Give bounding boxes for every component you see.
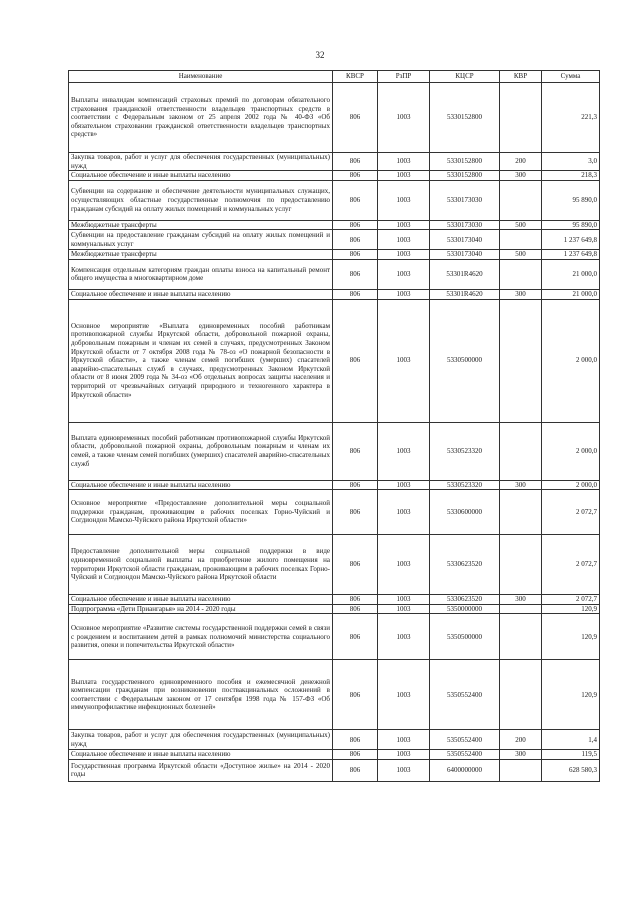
- row-kcsr: 5330173030: [430, 180, 500, 220]
- row-sum: 2 000,0: [542, 422, 600, 480]
- row-kvsr: 806: [333, 299, 378, 422]
- row-kvsr: 806: [333, 171, 378, 181]
- row-name: Социальное обеспечение и иные выплаты населению: [69, 289, 333, 299]
- row-kcsr: 6400000000: [430, 759, 500, 781]
- row-kvr: [500, 180, 542, 220]
- row-kvr: [500, 660, 542, 730]
- row-name: Субвенции на содержание и обеспечение деятельности муниципальных служащих, осуществляющих областные государственные полномочия по предоставлению гражданам субсидий на оплату жилых помещений и коммунальных услуг: [69, 180, 333, 220]
- row-name: Социальное обеспечение и иные выплаты населению: [69, 480, 333, 490]
- header-name: Наименование: [69, 71, 333, 83]
- row-name: Социальное обеспечение и иные выплаты населению: [69, 750, 333, 760]
- row-kvr: 200: [500, 153, 542, 171]
- row-rzpr: 1003: [378, 230, 430, 250]
- row-kvsr: 806: [333, 614, 378, 660]
- row-name: Закупка товаров, работ и услуг для обеспечения государственных (муниципальных) нужд: [69, 153, 333, 171]
- row-rzpr: 1003: [378, 83, 430, 153]
- row-sum: 2 072,7: [542, 535, 600, 595]
- row-kvsr: 806: [333, 535, 378, 595]
- row-kvsr: 806: [333, 180, 378, 220]
- row-rzpr: 1003: [378, 299, 430, 422]
- row-kcsr: 5330523320: [430, 422, 500, 480]
- table-row: [69, 604, 600, 614]
- row-kvr: [500, 759, 542, 781]
- row-rzpr: 1003: [378, 535, 430, 595]
- row-kcsr: 5350552400: [430, 730, 500, 750]
- row-kvsr: 806: [333, 750, 378, 760]
- row-sum: 21 000,0: [542, 289, 600, 299]
- row-kcsr: 5330500000: [430, 299, 500, 422]
- table-row: [69, 289, 600, 299]
- row-rzpr: 1003: [378, 259, 430, 289]
- row-kvr: 200: [500, 730, 542, 750]
- row-kvr: [500, 299, 542, 422]
- row-sum: 218,3: [542, 171, 600, 181]
- row-rzpr: 1003: [378, 171, 430, 181]
- table-row: [69, 259, 600, 289]
- row-name: Межбюджетные трансферты: [69, 250, 333, 260]
- row-sum: 1,4: [542, 730, 600, 750]
- table-row: [69, 250, 600, 260]
- row-name: Государственная программа Иркутской области «Доступное жилье» на 2014 - 2020 годы: [69, 759, 333, 781]
- row-sum: 120,9: [542, 660, 600, 730]
- header-sum: Сумма: [542, 71, 600, 83]
- row-kvsr: 806: [333, 604, 378, 614]
- row-kvr: [500, 535, 542, 595]
- row-kcsr: 5350500000: [430, 614, 500, 660]
- row-name: Компенсация отдельным категориям граждан оплаты взноса на капитальный ремонт общего имущества в многоквартирном доме: [69, 259, 333, 289]
- row-sum: 21 000,0: [542, 259, 600, 289]
- row-sum: 1 237 649,8: [542, 230, 600, 250]
- row-sum: 221,3: [542, 83, 600, 153]
- row-kcsr: 5330152800: [430, 153, 500, 171]
- table-row: [69, 299, 600, 422]
- table-row: [69, 480, 600, 490]
- table-row: [69, 759, 600, 781]
- row-kcsr: 5330173040: [430, 250, 500, 260]
- row-name: Основное мероприятие «Развитие системы государственной поддержки семей в связи с рождением и воспитанием детей в рамках полномочий министерства социального развития, опеки и попечительства Иркутской области»: [69, 614, 333, 660]
- row-name: Основное мероприятие «Предоставление дополнительной меры социальной поддержки гражданам, проживающим в рабочих поселках Горно-Чуйский и Согдиондон Мамско-Чуйского района Иркутской области»: [69, 490, 333, 535]
- row-rzpr: 1003: [378, 750, 430, 760]
- row-kvr: 300: [500, 595, 542, 605]
- row-kvsr: 806: [333, 230, 378, 250]
- row-name: Выплата государственного единовременного пособия и ежемесячной денежной компенсации гражданам при возникновении поствакцинальных осложнений в соответствии с Федеральным законом от 17 сентября 1998 года № 157-ФЗ «Об иммунопрофилактике инфекционных болезней»: [69, 660, 333, 730]
- row-kvr: 500: [500, 220, 542, 230]
- row-sum: 120,9: [542, 604, 600, 614]
- row-kvr: 300: [500, 480, 542, 490]
- row-kvr: [500, 83, 542, 153]
- row-kvr: [500, 259, 542, 289]
- row-name: Выплата единовременных пособий работникам противопожарной службы Иркутской области, добровольной пожарной охраны, добровольным пожарным и членам их семей, а также членам семей погибших (умерших) спасателей аварийно-спасательных служб: [69, 422, 333, 480]
- row-kvr: [500, 422, 542, 480]
- row-name: Предоставление дополнительной меры социальной поддержки в виде единовременной социальной выплаты на приобретение жилого помещения на территории Иркутской области гражданам, проживающим в рабочих поселках Горно-Чуйский и Согдиондон Мамско-Чуйского района Иркутской области: [69, 535, 333, 595]
- table-row: [69, 180, 600, 220]
- row-rzpr: 1003: [378, 220, 430, 230]
- row-kvsr: 806: [333, 490, 378, 535]
- table-row: [69, 153, 600, 171]
- page-number: 32: [315, 50, 325, 60]
- row-rzpr: 1003: [378, 422, 430, 480]
- row-sum: 119,5: [542, 750, 600, 760]
- row-kvsr: 806: [333, 220, 378, 230]
- row-kvr: 500: [500, 250, 542, 260]
- row-rzpr: 1003: [378, 604, 430, 614]
- row-kvsr: 806: [333, 730, 378, 750]
- row-name: Закупка товаров, работ и услуг для обеспечения государственных (муниципальных) нужд: [69, 730, 333, 750]
- header-rzpr: РзПР: [378, 71, 430, 83]
- row-kvsr: 806: [333, 259, 378, 289]
- row-kvr: [500, 490, 542, 535]
- row-kcsr: 5330523320: [430, 480, 500, 490]
- row-rzpr: 1003: [378, 759, 430, 781]
- table-row: [69, 614, 600, 660]
- row-sum: 1 237 649,8: [542, 250, 600, 260]
- row-kvsr: 806: [333, 289, 378, 299]
- row-kvr: 300: [500, 289, 542, 299]
- row-kcsr: 5330152800: [430, 171, 500, 181]
- row-sum: 2 000,0: [542, 480, 600, 490]
- table-row: [69, 535, 600, 595]
- table-row: [69, 230, 600, 250]
- row-kvsr: 806: [333, 83, 378, 153]
- row-kvr: 300: [500, 750, 542, 760]
- row-sum: 95 890,0: [542, 220, 600, 230]
- row-name: Основное мероприятие «Выплата единовременных пособий работникам противопожарной службы Иркутской области, добровольной пожарной охраны, добровольным пожарным и членам их семей в случаях, предусмотренных Законом Иркутской области от 7 октября 2008 года № 78-оз «О пожарной безопасности в Иркутской области», а также членам семей погибших (умерших) спасателей аварийно-спасательных служб в случаях, предусмотренных Законом Иркутской области от 8 июня 2009 года № 34-оз «Об отдельных вопросах защиты населения и территорий от чрезвычайных ситуаций природного и техногенного характера в Иркутской области»: [69, 299, 333, 422]
- row-kvsr: 806: [333, 422, 378, 480]
- table-row: [69, 660, 600, 730]
- row-rzpr: 1003: [378, 595, 430, 605]
- header-kcsr: КЦСР: [430, 71, 500, 83]
- budget-table: [68, 70, 600, 782]
- table-row: [69, 220, 600, 230]
- row-rzpr: 1003: [378, 289, 430, 299]
- table-row: [69, 490, 600, 535]
- row-sum: 120,9: [542, 614, 600, 660]
- row-name: Подпрограмма «Дети Приангарья» на 2014 - 2020 годы: [69, 604, 333, 614]
- row-rzpr: 1003: [378, 480, 430, 490]
- row-kvr: 300: [500, 171, 542, 181]
- table-row: [69, 83, 600, 153]
- row-name: Субвенции на предоставление гражданам субсидий на оплату жилых помещений и коммунальных услуг: [69, 230, 333, 250]
- row-kcsr: 5350552400: [430, 750, 500, 760]
- row-sum: 2 000,0: [542, 299, 600, 422]
- row-kcsr: 53301R4620: [430, 259, 500, 289]
- row-kcsr: 5330173040: [430, 230, 500, 250]
- header-kvsr: КВСР: [333, 71, 378, 83]
- row-name: Социальное обеспечение и иные выплаты населению: [69, 595, 333, 605]
- row-kcsr: 5330623520: [430, 595, 500, 605]
- row-rzpr: 1003: [378, 153, 430, 171]
- table-row: [69, 730, 600, 750]
- row-kvsr: 806: [333, 595, 378, 605]
- row-kcsr: 53301R4620: [430, 289, 500, 299]
- row-kcsr: 5350000000: [430, 604, 500, 614]
- row-sum: 3,0: [542, 153, 600, 171]
- row-kvsr: 806: [333, 660, 378, 730]
- row-kvr: [500, 230, 542, 250]
- row-rzpr: 1003: [378, 614, 430, 660]
- row-sum: 95 890,0: [542, 180, 600, 220]
- row-rzpr: 1003: [378, 490, 430, 535]
- table-header-row: [69, 71, 600, 83]
- row-name: Межбюджетные трансферты: [69, 220, 333, 230]
- row-rzpr: 1003: [378, 660, 430, 730]
- row-sum: 2 072,7: [542, 595, 600, 605]
- row-rzpr: 1003: [378, 730, 430, 750]
- row-kcsr: 5350552400: [430, 660, 500, 730]
- row-kvr: [500, 614, 542, 660]
- row-sum: 628 580,3: [542, 759, 600, 781]
- row-kvsr: 806: [333, 153, 378, 171]
- table-row: [69, 750, 600, 760]
- row-kvsr: 806: [333, 480, 378, 490]
- table-row: [69, 422, 600, 480]
- row-kcsr: 5330623520: [430, 535, 500, 595]
- table-row: [69, 171, 600, 181]
- row-kvsr: 806: [333, 250, 378, 260]
- row-name: Социальное обеспечение и иные выплаты населению: [69, 171, 333, 181]
- row-sum: 2 072,7: [542, 490, 600, 535]
- row-kcsr: 5330173030: [430, 220, 500, 230]
- header-kvr: КВР: [500, 71, 542, 83]
- table-row: [69, 595, 600, 605]
- row-name: Выплаты инвалидам компенсаций страховых премий по договорам обязательного страхования гражданской ответственности владельцев транспортных средств в соответствии с Федеральным законом от 25 апреля 2002 года № 40-ФЗ «Об обязательном страховании гражданской ответственности владельцев транспортных средств»: [69, 83, 333, 153]
- row-kvr: [500, 604, 542, 614]
- row-kcsr: 5330600000: [430, 490, 500, 535]
- row-kcsr: 5330152800: [430, 83, 500, 153]
- row-rzpr: 1003: [378, 180, 430, 220]
- row-rzpr: 1003: [378, 250, 430, 260]
- row-kvsr: 806: [333, 759, 378, 781]
